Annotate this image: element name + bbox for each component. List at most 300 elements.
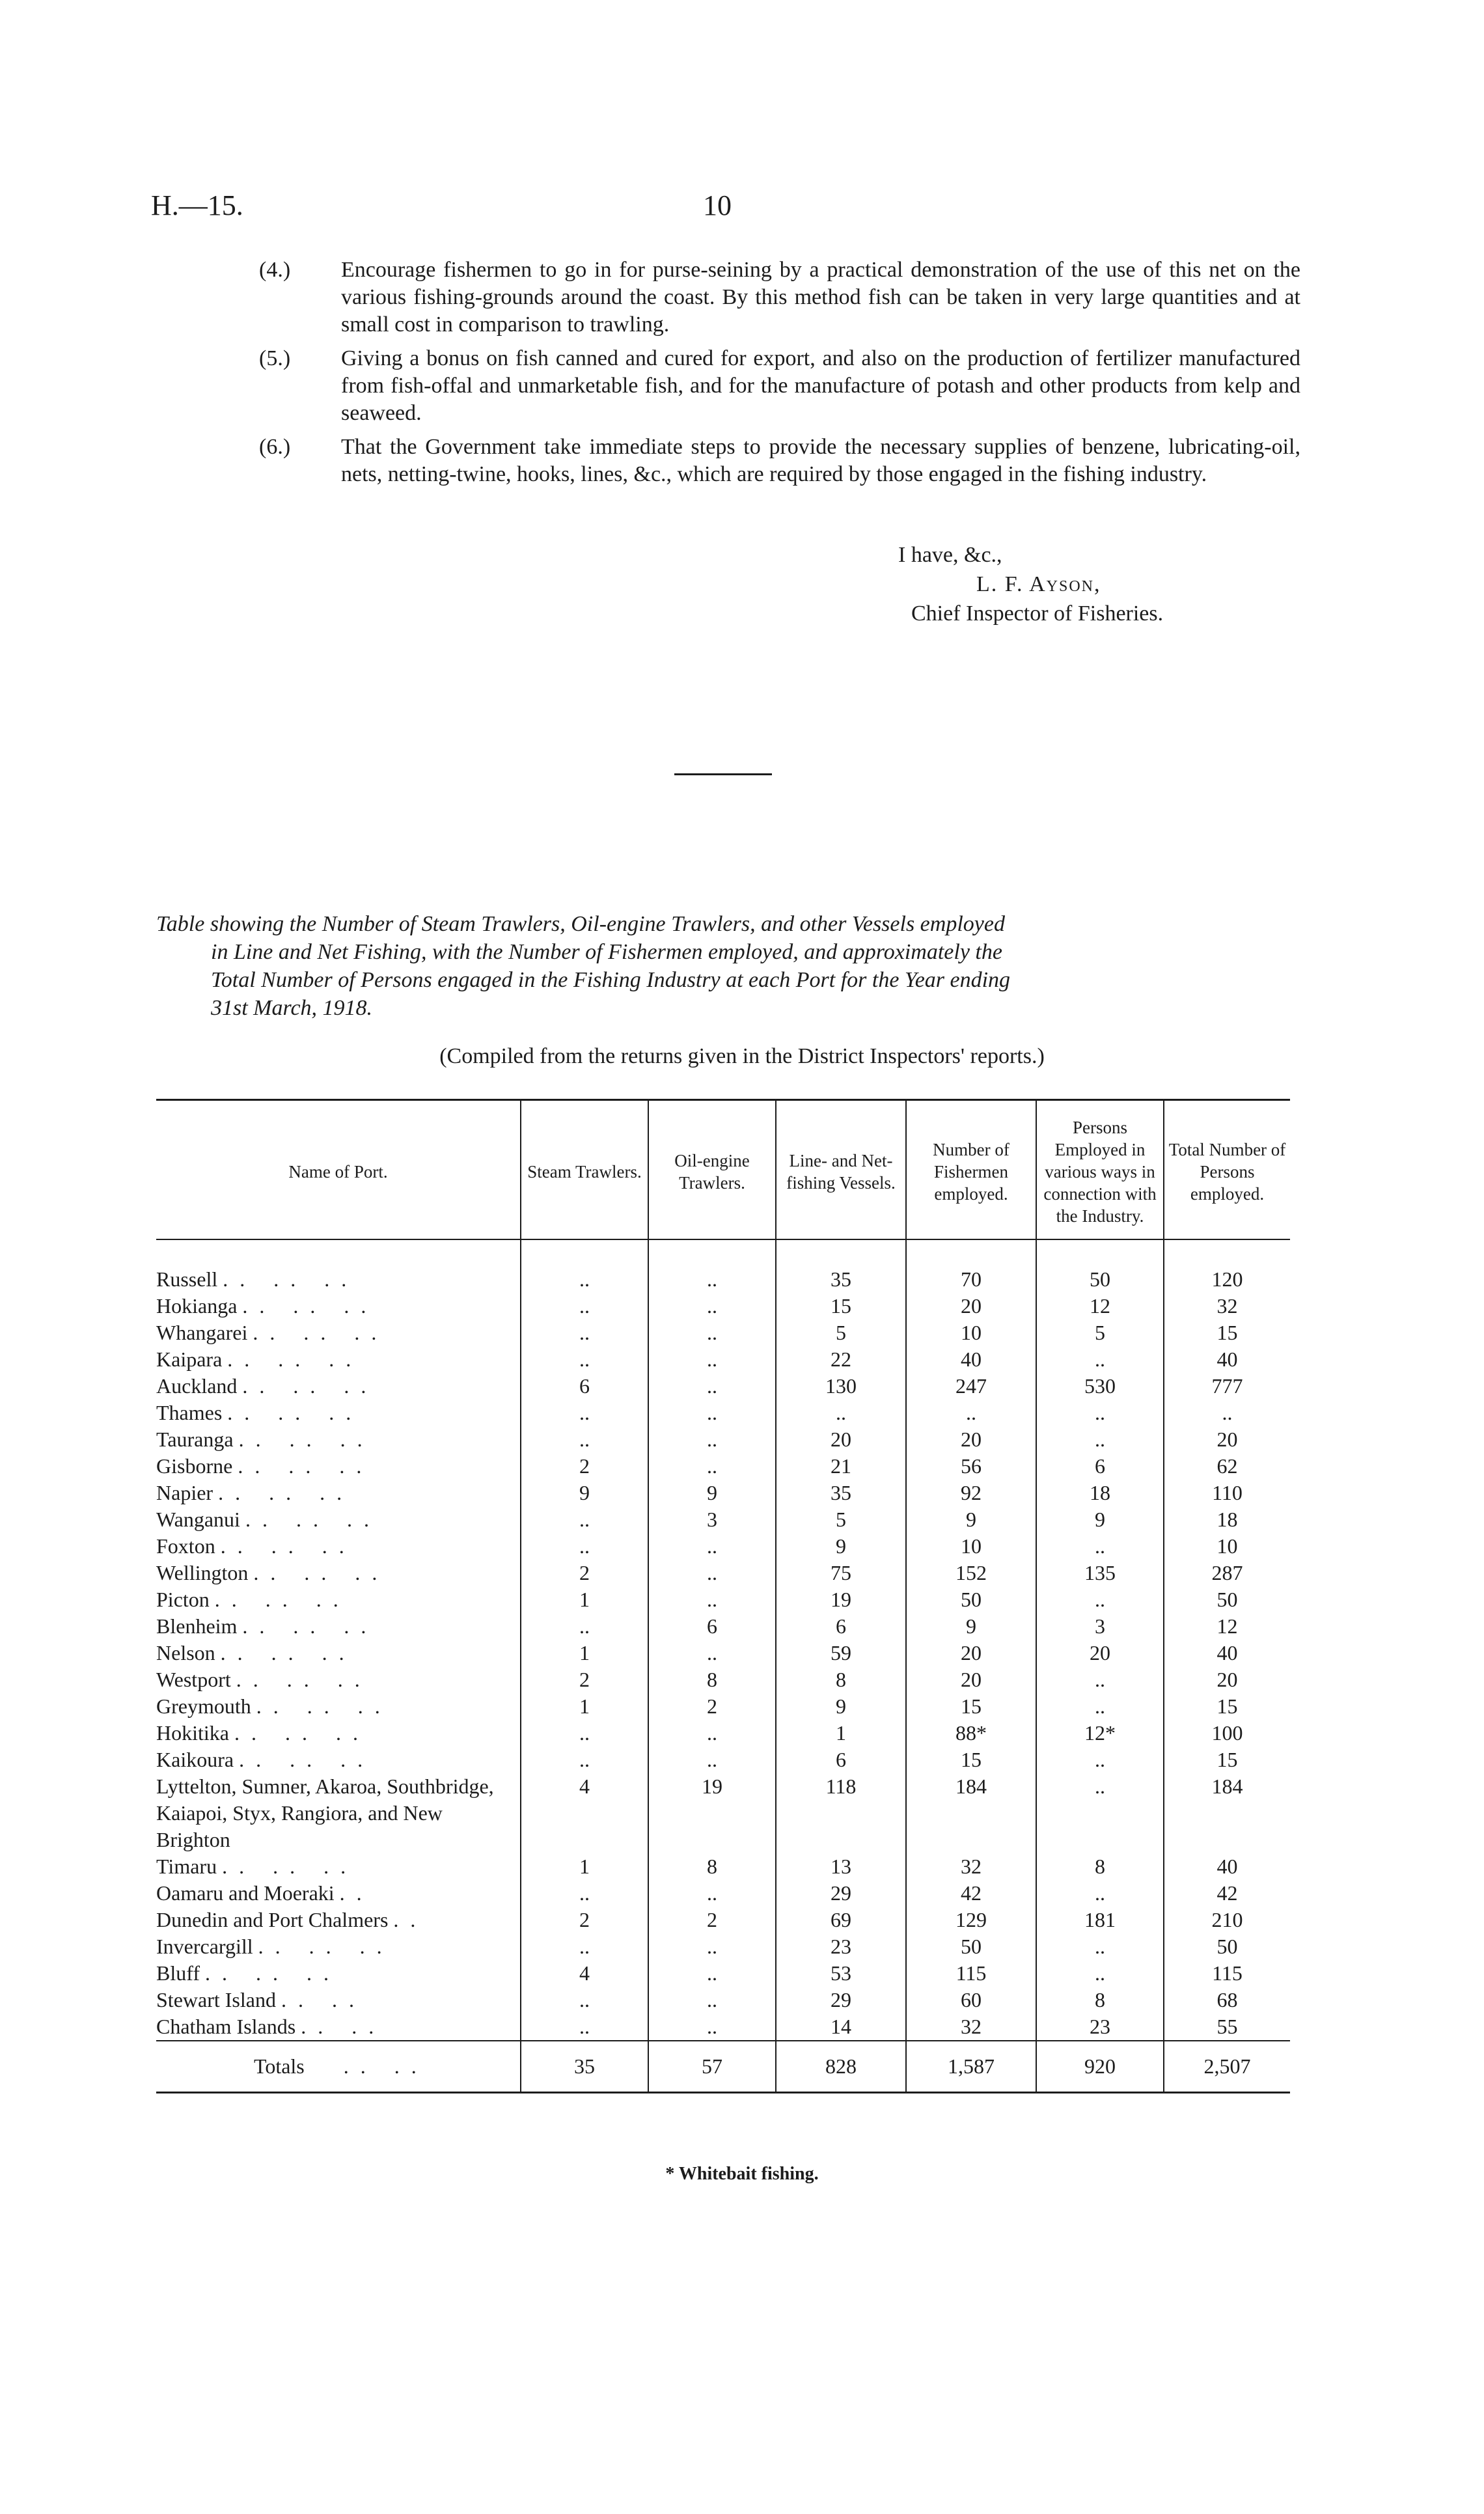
total-port [156,2041,521,2093]
leader-dots: .. .. .. [236,1668,372,1691]
table-row [156,1613,1290,1640]
cell-persons-industry: .. [1036,1773,1164,1853]
signoff-salutation: I have, &c., [898,543,1002,567]
port-name: Tauranga [156,1428,234,1451]
cell-steam-trawlers: 1 [521,1586,648,1613]
cell-persons-industry: .. [1036,1400,1164,1426]
cell-steam-trawlers: 9 [521,1480,648,1506]
cell-steam-trawlers: 6 [521,1373,648,1400]
header-persons-employed-industry: Persons Employed in various ways in connection with the Industry. [1036,1100,1164,1240]
cell-line-net-vessels: 35 [776,1480,906,1506]
cell-port [156,1907,521,1933]
cell-oil-engine-trawlers: .. [648,1239,776,1293]
cell-oil-engine-trawlers: .. [648,1453,776,1480]
cell-oil-engine-trawlers: .. [648,1880,776,1907]
cell-oil-engine-trawlers: .. [648,1640,776,1666]
cell-fishermen: 88* [906,1720,1036,1747]
leader-dots: .. .. [301,2015,386,2038]
cell-oil-engine-trawlers: .. [648,1960,776,1987]
cell-oil-engine-trawlers: .. [648,1319,776,1346]
port-name: Timaru [156,1855,217,1878]
table-row [156,1560,1290,1586]
port-name: Russell [156,1267,218,1291]
cell-oil-engine-trawlers: .. [648,1987,776,2013]
port-name: Chatham Islands [156,2015,296,2038]
header-total-persons: Total Number of Persons employed. [1164,1100,1290,1240]
cell-fishermen: 20 [906,1293,1036,1319]
cell-total-persons: 15 [1164,1693,1290,1720]
table-row [156,1400,1290,1426]
table-row [156,1933,1290,1960]
cell-persons-industry: .. [1036,1880,1164,1907]
port-name: Hokianga [156,1294,238,1318]
cell-persons-industry: .. [1036,1666,1164,1693]
header-line-net-vessels: Line- and Net-fishing Vessels. [776,1100,906,1240]
table-row [156,1426,1290,1453]
cell-line-net-vessels: 118 [776,1773,906,1853]
cell-steam-trawlers: .. [521,1239,648,1293]
leader-dots: .. [393,1908,428,1931]
cell-port [156,1693,521,1720]
cell-port [156,1480,521,1506]
cell-persons-industry: .. [1036,1586,1164,1613]
cell-total-persons: 40 [1164,1346,1290,1373]
total-persons-industry: 920 [1036,2041,1164,2093]
leader-dots: .. .. .. [238,1428,374,1451]
cell-fishermen: 60 [906,1987,1036,2013]
cell-total-persons: 18 [1164,1506,1290,1533]
cell-oil-engine-trawlers: 2 [648,1693,776,1720]
recommendation-item [259,256,1300,338]
port-name: Kaipara [156,1347,223,1371]
cell-line-net-vessels: 21 [776,1453,906,1480]
port-name: Wellington [156,1561,249,1584]
port-name: Gisborne [156,1454,233,1478]
cell-total-persons: 287 [1164,1560,1290,1586]
cell-steam-trawlers: .. [521,1426,648,1453]
recommendation-text: Giving a bonus on fish canned and cured for export, and also on the production of fertilizer manufactured from fish-offal and unmarketable fish, and for the manufacture of potash and other products from kelp and seaweed. [341,346,1300,425]
cell-oil-engine-trawlers: .. [648,1533,776,1560]
table-row [156,2013,1290,2041]
cell-port [156,1560,521,1586]
cell-total-persons: 55 [1164,2013,1290,2041]
port-name: Lyttelton, Sumner, Akaroa, Southbridge, Kaiapoi, Styx, Rangiora, and New Brighton [156,1775,494,1851]
cell-oil-engine-trawlers: .. [648,1933,776,1960]
cell-steam-trawlers: 1 [521,1853,648,1880]
cell-persons-industry: 8 [1036,1853,1164,1880]
cell-fishermen: 247 [906,1373,1036,1400]
table-row [156,1480,1290,1506]
cell-fishermen: 184 [906,1773,1036,1853]
cell-oil-engine-trawlers: .. [648,1400,776,1426]
cell-steam-trawlers: .. [521,1533,648,1560]
header-oil-engine-trawlers: Oil-engine Trawlers. [648,1100,776,1240]
cell-fishermen: 15 [906,1693,1036,1720]
cell-port [156,1453,521,1480]
cell-line-net-vessels: 69 [776,1907,906,1933]
leader-dots: .. .. .. [218,1481,354,1504]
table-row [156,1747,1290,1773]
cell-steam-trawlers: .. [521,1506,648,1533]
table-row [156,1720,1290,1747]
cell-port [156,1400,521,1426]
cell-steam-trawlers: 2 [521,1560,648,1586]
cell-port [156,1426,521,1453]
totals-row [156,2041,1290,2093]
cell-steam-trawlers: 1 [521,1693,648,1720]
cell-port [156,1720,521,1747]
table-row [156,1239,1290,1293]
total-fishermen: 1,587 [906,2041,1036,2093]
cell-port [156,1586,521,1613]
cell-oil-engine-trawlers: 3 [648,1506,776,1533]
cell-fishermen: 9 [906,1613,1036,1640]
table-row [156,1640,1290,1666]
cell-persons-industry: 20 [1036,1640,1164,1666]
port-name: Greymouth [156,1694,251,1718]
cell-persons-industry: 50 [1036,1239,1164,1293]
cell-total-persons: 20 [1164,1666,1290,1693]
cell-total-persons: 15 [1164,1747,1290,1773]
cell-steam-trawlers: .. [521,1293,648,1319]
cell-persons-industry: 23 [1036,2013,1164,2041]
cell-total-persons: 15 [1164,1319,1290,1346]
cell-steam-trawlers: 2 [521,1907,648,1933]
table-row [156,1586,1290,1613]
recommendations-list [259,256,1300,495]
cell-line-net-vessels: 6 [776,1747,906,1773]
cell-steam-trawlers: 4 [521,1960,648,1987]
footnote: * Whitebait fishing. [665,2164,819,2184]
leader-dots: .. .. .. [253,1321,389,1344]
cell-line-net-vessels: 9 [776,1693,906,1720]
cell-total-persons: 50 [1164,1586,1290,1613]
cell-total-persons: 50 [1164,1933,1290,1960]
leader-dots: .. .. .. [242,1374,378,1398]
cell-steam-trawlers: .. [521,1346,648,1373]
leader-dots: .. .. .. [234,1721,370,1745]
cell-port [156,1773,521,1853]
recommendation-text: Encourage fishermen to go in for purse-seining by a practical demonstration of the use of this net on the various fishing-grounds around the coast. By this method fish can be taken in very large quantities and at small cost in comparison to trawling. [341,258,1300,337]
cell-oil-engine-trawlers: 8 [648,1853,776,1880]
cell-port [156,1319,521,1346]
table-row [156,1453,1290,1480]
cell-port [156,1640,521,1666]
cell-steam-trawlers: 2 [521,1453,648,1480]
page-number: 10 [703,189,732,221]
cell-persons-industry: 9 [1036,1506,1164,1533]
cell-port [156,1506,521,1533]
table-row [156,1853,1290,1880]
cell-oil-engine-trawlers: .. [648,1293,776,1319]
cell-line-net-vessels: 19 [776,1586,906,1613]
table-row [156,1533,1290,1560]
cell-line-net-vessels: 9 [776,1533,906,1560]
cell-total-persons: 777 [1164,1373,1290,1400]
total-oil-engine-trawlers: 57 [648,2041,776,2093]
cell-total-persons: 110 [1164,1480,1290,1506]
cell-fishermen: 40 [906,1346,1036,1373]
cell-line-net-vessels: 15 [776,1293,906,1319]
cell-line-net-vessels: 29 [776,1880,906,1907]
leader-dots: .. .. .. [227,1347,363,1371]
cell-fishermen: 32 [906,2013,1036,2041]
cell-port [156,1933,521,1960]
cell-total-persons: 12 [1164,1613,1290,1640]
cell-steam-trawlers: .. [521,2013,648,2041]
cell-total-persons: 120 [1164,1239,1290,1293]
table-row [156,1319,1290,1346]
cell-oil-engine-trawlers: 8 [648,1666,776,1693]
recommendation-number: (4.) [259,258,291,282]
cell-persons-industry: .. [1036,1533,1164,1560]
recommendation-item [259,345,1300,427]
recommendation-number: (5.) [259,346,291,370]
caption-line: Table showing the Number of Steam Trawlers, Oil-engine Trawlers, and other Vessels employed [156,912,1005,936]
cell-total-persons: 184 [1164,1773,1290,1853]
cell-line-net-vessels: 22 [776,1346,906,1373]
cell-line-net-vessels: 14 [776,2013,906,2041]
cell-fishermen: 42 [906,1880,1036,1907]
cell-port [156,1533,521,1560]
header-port: Name of Port. [156,1100,521,1240]
cell-persons-industry: 3 [1036,1613,1164,1640]
cell-persons-industry: .. [1036,1426,1164,1453]
cell-oil-engine-trawlers: .. [648,1747,776,1773]
cell-line-net-vessels: 29 [776,1987,906,2013]
cell-total-persons: 210 [1164,1907,1290,1933]
port-name: Westport [156,1668,231,1691]
cell-fishermen: 152 [906,1560,1036,1586]
cell-total-persons: 68 [1164,1987,1290,2013]
recommendation-item [259,434,1300,488]
cell-port [156,1613,521,1640]
cell-fishermen: 9 [906,1506,1036,1533]
leader-dots: .. .. .. [238,1454,374,1478]
cell-line-net-vessels: 6 [776,1613,906,1640]
cell-persons-industry: 135 [1036,1560,1164,1586]
cell-steam-trawlers: .. [521,1747,648,1773]
compiled-note: (Compiled from the returns given in the District Inspectors' reports.) [439,1044,1045,1068]
cell-oil-engine-trawlers: .. [648,1373,776,1400]
recommendation-number: (6.) [259,435,291,459]
cell-line-net-vessels: .. [776,1400,906,1426]
port-name: Picton [156,1588,210,1611]
leader-dots: .. [339,1881,374,1905]
cell-fishermen: 32 [906,1853,1036,1880]
port-name: Nelson [156,1641,215,1664]
port-name: Thames [156,1401,223,1424]
table-row [156,1907,1290,1933]
cell-persons-industry: 8 [1036,1987,1164,2013]
cell-fishermen: 56 [906,1453,1036,1480]
cell-steam-trawlers: .. [521,1400,648,1426]
cell-fishermen: 20 [906,1666,1036,1693]
leader-dots: .. .. .. [242,1294,378,1318]
table-row [156,1960,1290,1987]
table-row [156,1693,1290,1720]
cell-steam-trawlers: 1 [521,1640,648,1666]
cell-line-net-vessels: 1 [776,1720,906,1747]
cell-total-persons: 62 [1164,1453,1290,1480]
cell-fishermen: 10 [906,1319,1036,1346]
cell-line-net-vessels: 59 [776,1640,906,1666]
cell-steam-trawlers: .. [521,1720,648,1747]
table-row [156,1666,1290,1693]
port-name: Hokitika [156,1721,229,1745]
cell-line-net-vessels: 23 [776,1933,906,1960]
cell-line-net-vessels: 130 [776,1373,906,1400]
cell-oil-engine-trawlers: 6 [648,1613,776,1640]
cell-persons-industry: .. [1036,1747,1164,1773]
cell-port [156,1987,521,2013]
cell-oil-engine-trawlers: .. [648,1426,776,1453]
cell-fishermen: 50 [906,1933,1036,1960]
leader-dots: .. .. .. [256,1694,392,1718]
table-header-row [156,1100,1290,1240]
port-name: Invercargill [156,1935,253,1958]
cell-port [156,1853,521,1880]
caption-line: Total Number of Persons engaged in the Fishing Industry at each Port for the Year ending [211,968,1011,992]
leader-dots: .. .. .. [258,1935,394,1958]
port-name: Bluff [156,1961,200,1985]
leader-dots: .. .. .. [245,1508,381,1531]
cell-total-persons: 40 [1164,1853,1290,1880]
cell-line-net-vessels: 75 [776,1560,906,1586]
cell-fishermen: 20 [906,1640,1036,1666]
cell-oil-engine-trawlers: 9 [648,1480,776,1506]
cell-fishermen: 50 [906,1586,1036,1613]
cell-line-net-vessels: 5 [776,1506,906,1533]
cell-oil-engine-trawlers: .. [648,2013,776,2041]
port-name: Blenheim [156,1614,238,1638]
cell-fishermen: 115 [906,1960,1036,1987]
cell-persons-industry: 530 [1036,1373,1164,1400]
cell-fishermen: 92 [906,1480,1036,1506]
report-reference: H.—15. [151,189,243,221]
totals-label: Totals [254,2054,305,2078]
leader-dots: .. .. .. [253,1561,389,1584]
cell-steam-trawlers: .. [521,1880,648,1907]
cell-oil-engine-trawlers: .. [648,1560,776,1586]
leader-dots: .. .. .. [223,1267,359,1291]
cell-line-net-vessels: 13 [776,1853,906,1880]
section-divider [674,773,772,775]
leader-dots: .. .. .. [204,1961,340,1985]
cell-steam-trawlers: .. [521,1613,648,1640]
cell-port [156,1747,521,1773]
cell-line-net-vessels: 5 [776,1319,906,1346]
cell-port [156,1960,521,1987]
fishing-industry-table [156,1099,1290,2093]
port-name: Dunedin and Port Chalmers [156,1908,389,1931]
table-row [156,1880,1290,1907]
leader-dots: .. .. .. [239,1748,375,1771]
cell-fishermen: 70 [906,1239,1036,1293]
cell-fishermen: 20 [906,1426,1036,1453]
cell-persons-industry: .. [1036,1960,1164,1987]
cell-oil-engine-trawlers: .. [648,1586,776,1613]
cell-steam-trawlers: .. [521,1933,648,1960]
cell-fishermen: 15 [906,1747,1036,1773]
port-name: Oamaru and Moeraki [156,1881,335,1905]
cell-oil-engine-trawlers: 19 [648,1773,776,1853]
cell-port [156,1373,521,1400]
cell-persons-industry: 12 [1036,1293,1164,1319]
table-caption [156,910,1299,1022]
cell-persons-industry: .. [1036,1693,1164,1720]
cell-persons-industry: .. [1036,1346,1164,1373]
cell-port [156,1346,521,1373]
table-body [156,1239,1290,2093]
leader-dots: .. .. .. [214,1588,350,1611]
leader-dots: .. .. .. [220,1641,356,1664]
leader-dots: .. .. .. [227,1401,363,1424]
signatory-name: L. F. Ayson, [976,572,1101,596]
cell-line-net-vessels: 53 [776,1960,906,1987]
cell-total-persons: 10 [1164,1533,1290,1560]
caption-line: in Line and Net Fishing, with the Number of Fishermen employed, and approximately the [211,940,1002,964]
cell-total-persons: 115 [1164,1960,1290,1987]
cell-port [156,2013,521,2041]
leader-dots: .. .. [281,1988,366,2011]
total-line-net-vessels: 828 [776,2041,906,2093]
letter-signoff [898,540,1163,628]
cell-total-persons: 42 [1164,1880,1290,1907]
cell-persons-industry: 6 [1036,1453,1164,1480]
cell-port [156,1239,521,1293]
cell-oil-engine-trawlers: 2 [648,1907,776,1933]
header-fishermen: Number of Fishermen employed. [906,1100,1036,1240]
total-steam-trawlers: 35 [521,2041,648,2093]
cell-oil-engine-trawlers: .. [648,1720,776,1747]
cell-port [156,1666,521,1693]
cell-steam-trawlers: .. [521,1319,648,1346]
leader-dots: .. .. .. [220,1534,356,1558]
cell-steam-trawlers: 4 [521,1773,648,1853]
cell-steam-trawlers: .. [521,1987,648,2013]
cell-total-persons: 20 [1164,1426,1290,1453]
cell-persons-industry: 5 [1036,1319,1164,1346]
cell-line-net-vessels: 35 [776,1239,906,1293]
cell-fishermen: 10 [906,1533,1036,1560]
cell-fishermen: 129 [906,1907,1036,1933]
table-row [156,1773,1290,1853]
cell-fishermen: .. [906,1400,1036,1426]
port-name: Napier [156,1481,213,1504]
signatory-title: Chief Inspector of Fisheries. [911,601,1164,626]
cell-persons-industry: 181 [1036,1907,1164,1933]
table-row [156,1987,1290,2013]
cell-persons-industry: .. [1036,1933,1164,1960]
cell-total-persons: 40 [1164,1640,1290,1666]
leader-dots: .. .. .. [222,1855,358,1878]
leader-dots: .. .. [343,2054,428,2078]
cell-persons-industry: 18 [1036,1480,1164,1506]
table-row [156,1506,1290,1533]
cell-persons-industry: 12* [1036,1720,1164,1747]
table-row [156,1293,1290,1319]
recommendation-text: That the Government take immediate steps to provide the necessary supplies of benzene, lubricating-oil, nets, netting-twine, hooks, lines, &c., which are required by those engaged in the fishing industry. [341,435,1300,486]
cell-line-net-vessels: 20 [776,1426,906,1453]
cell-oil-engine-trawlers: .. [648,1346,776,1373]
caption-line: 31st March, 1918. [211,996,373,1020]
leader-dots: .. .. .. [242,1614,378,1638]
cell-line-net-vessels: 8 [776,1666,906,1693]
port-name: Foxton [156,1534,215,1558]
port-name: Auckland [156,1374,238,1398]
port-name: Wanganui [156,1508,240,1531]
